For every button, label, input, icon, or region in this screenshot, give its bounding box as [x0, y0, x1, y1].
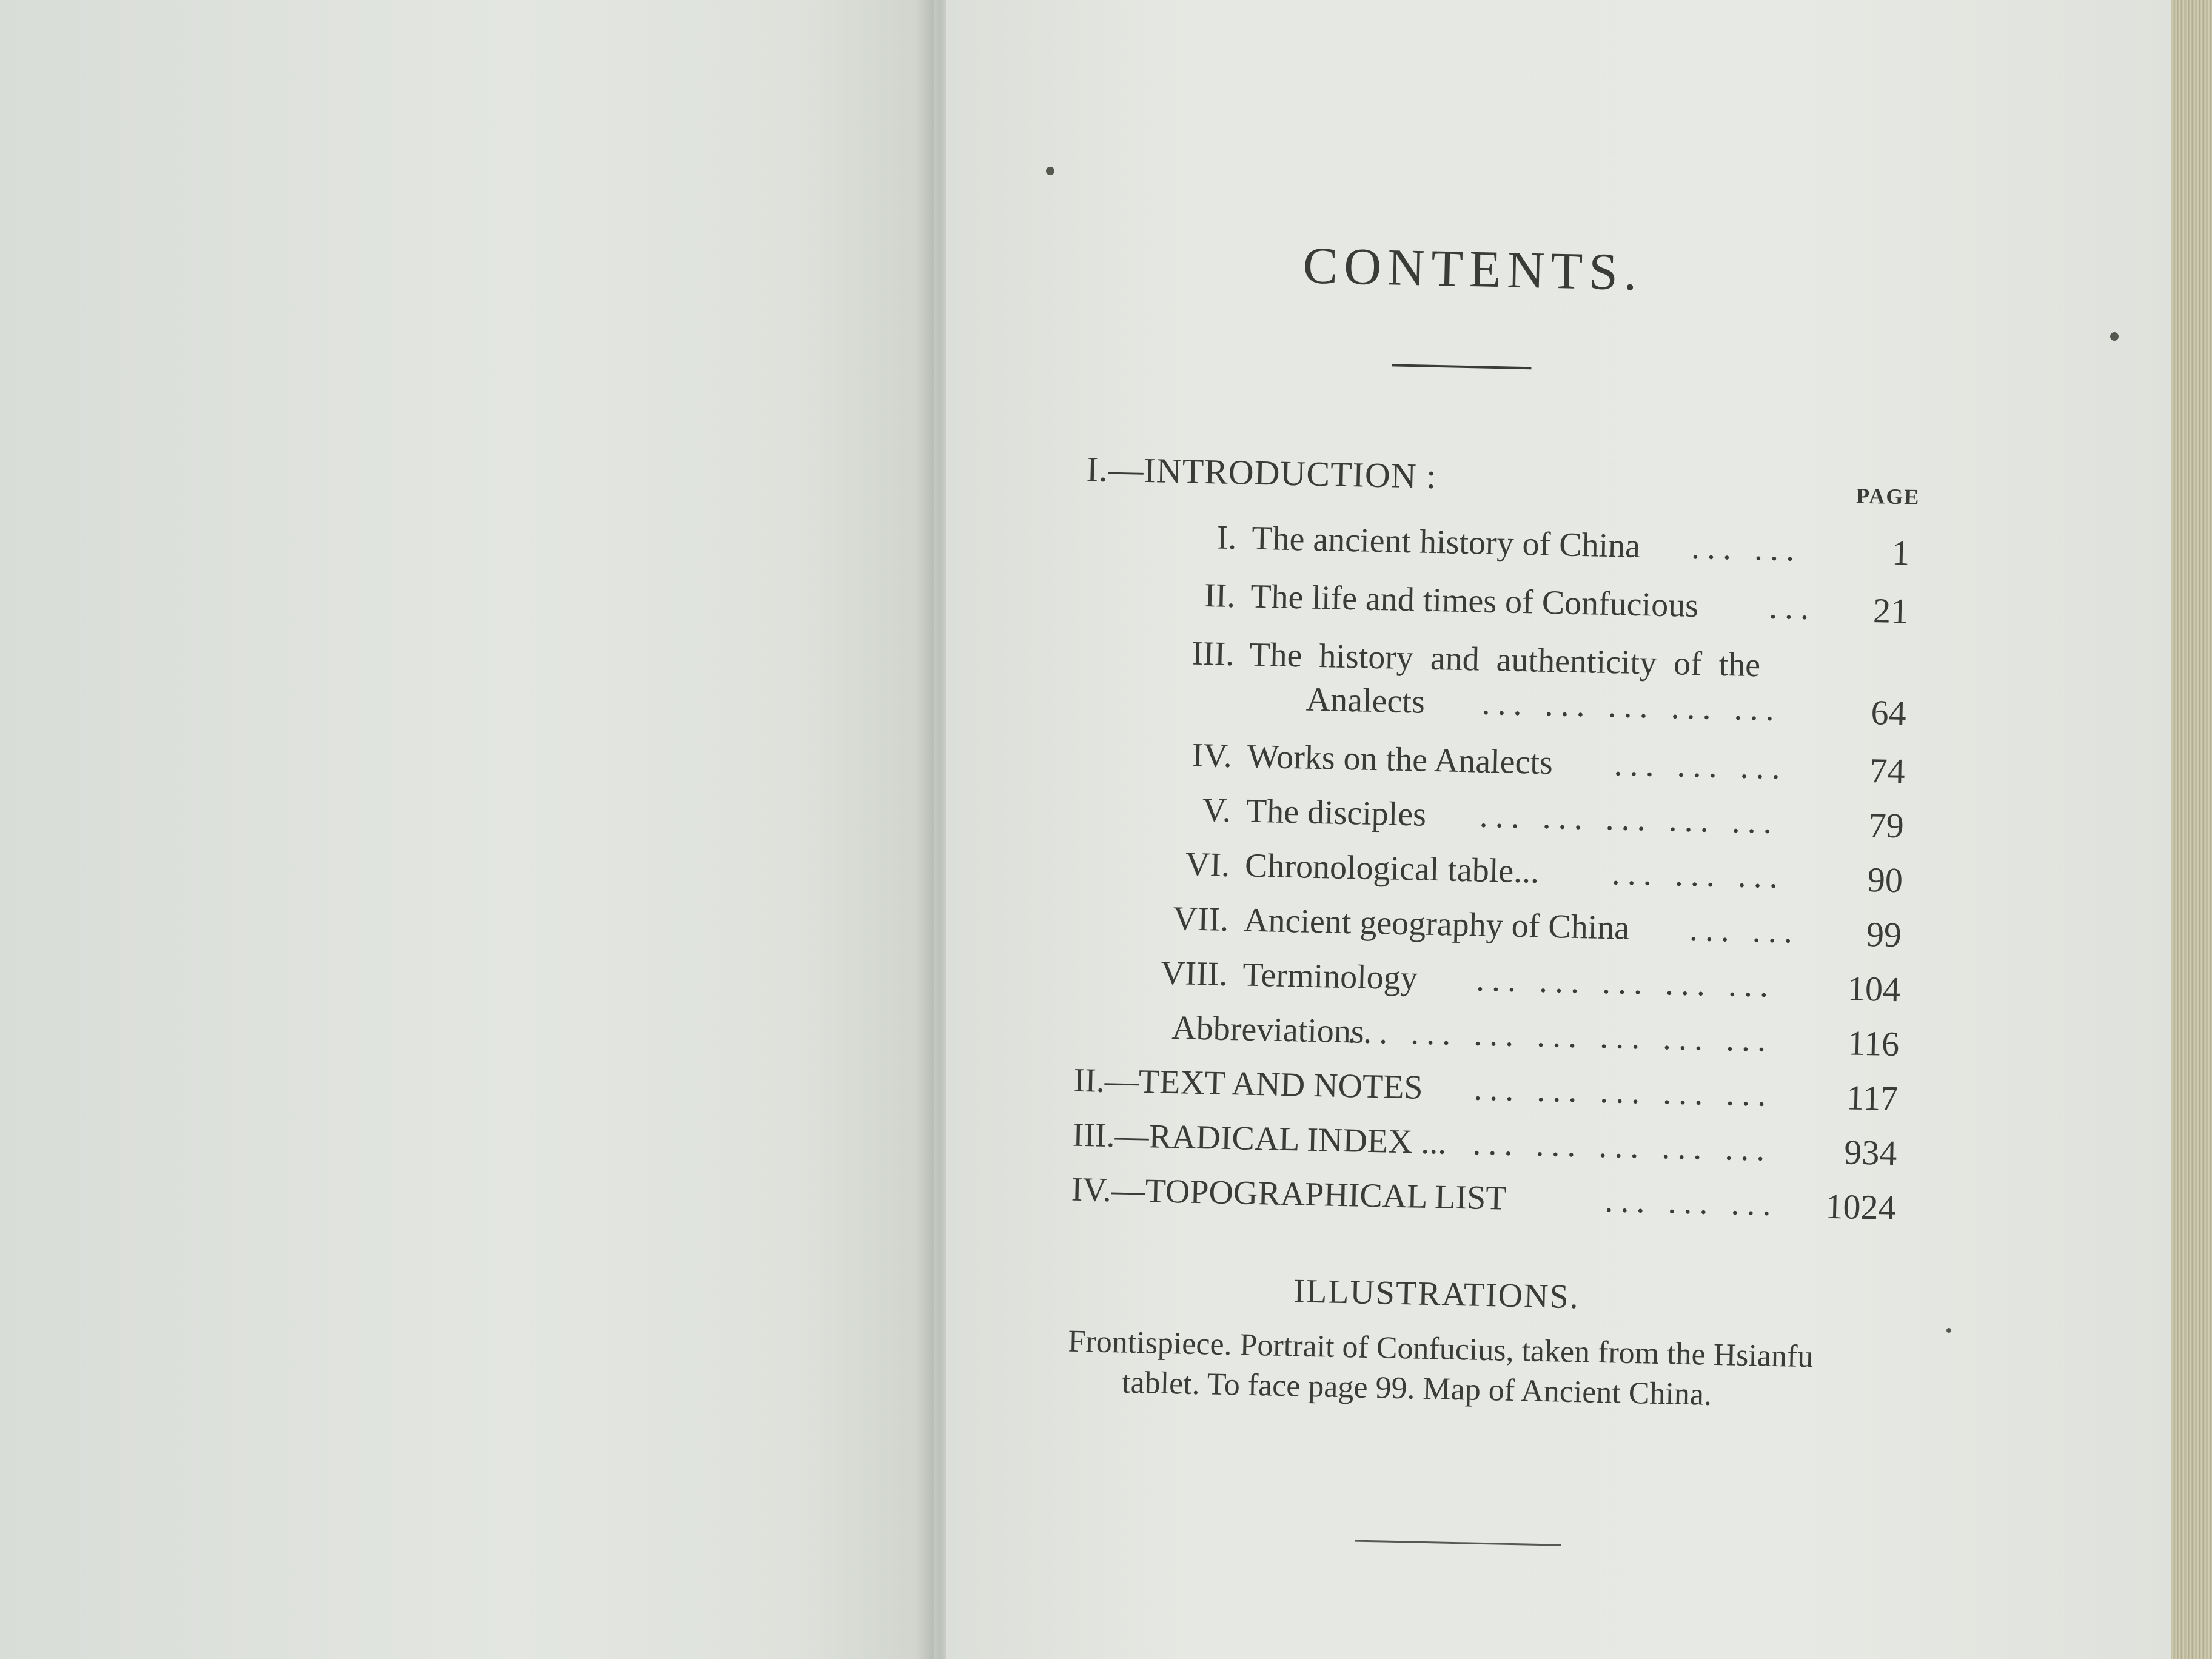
entry-label: Analects	[1305, 680, 1426, 721]
entry-page: 934	[1843, 1132, 1898, 1173]
entry-label: The history and authenticity of the	[1248, 635, 1761, 685]
entry-leader-dots: ... ... ...	[1611, 854, 1786, 896]
illustrations-heading: ILLUSTRATIONS.	[1293, 1272, 1580, 1316]
left-blank-page	[0, 0, 934, 1659]
entry-leader-dots: ... ... ...	[1614, 745, 1788, 787]
entry-page: 1024	[1825, 1186, 1897, 1228]
entry-page: 74	[1869, 751, 1906, 791]
entry-page: 104	[1847, 968, 1901, 1010]
entry-leader-dots: ... ... ... ... ...	[1479, 797, 1780, 841]
illustrations-line: Frontispiece. Portrait of Confucius, taken from the Hsianfu	[1068, 1324, 1814, 1375]
entry-label: Chronological table...	[1244, 846, 1540, 891]
page-column-header: PAGE	[1855, 483, 1920, 509]
entry-page: 99	[1866, 914, 1902, 955]
entry-label: The ancient history of China	[1251, 519, 1641, 566]
paper-speck	[1946, 1328, 1951, 1333]
entry-page: 21	[1872, 591, 1909, 631]
entry-number: I.	[1216, 518, 1238, 557]
entry-label: IV.—TOPOGRAPHICAL LIST	[1071, 1170, 1507, 1218]
entry-label: III.—RADICAL INDEX ...	[1072, 1116, 1447, 1162]
entry-leader-dots: ... ...	[1691, 528, 1802, 569]
entry-label: Terminology	[1242, 956, 1418, 997]
page-title: CONTENTS.	[1302, 236, 1644, 302]
entry-number: III.	[1191, 634, 1235, 674]
entry-label: The disciples	[1245, 792, 1427, 834]
entry-number: IV.	[1191, 736, 1233, 776]
entry-number: VII.	[1172, 900, 1229, 939]
entry-leader-dots: ... ... ... ... ...	[1481, 684, 1782, 728]
entry-number: II.	[1204, 577, 1236, 615]
entry-page: 90	[1867, 860, 1903, 900]
paper-speck	[2110, 332, 2119, 341]
page-edges	[2171, 0, 2212, 1659]
illustrations-line: tablet. To face page 99. Map of Ancient China.	[1121, 1365, 1712, 1412]
entry-leader-dots: ... ... ...	[1604, 1182, 1779, 1224]
entry-leader-dots: ... ... ... ... ...	[1475, 960, 1776, 1005]
section-introduction: I.—INTRODUCTION :	[1086, 449, 1437, 497]
entry-label: Works on the Analects	[1247, 737, 1553, 782]
entry-leader-dots: ...	[1768, 588, 1817, 628]
entry-label: Abbreviations	[1171, 1009, 1365, 1051]
entry-leader-dots: ... ... ... ... ... ... ...	[1347, 1013, 1774, 1059]
entry-page: 1	[1891, 532, 1910, 573]
entry-page: 117	[1846, 1078, 1899, 1119]
entry-page: 64	[1870, 692, 1907, 733]
entry-label: Ancient geography of China	[1243, 901, 1630, 947]
entry-page: 116	[1847, 1023, 1900, 1064]
paper-speck	[1046, 167, 1054, 175]
entry-number: VI.	[1185, 845, 1230, 885]
entry-label: II.—TEXT AND NOTES	[1073, 1061, 1424, 1107]
entry-leader-dots: ... ... ... ... ...	[1473, 1070, 1774, 1114]
entry-label: The life and times of Confucious	[1250, 577, 1699, 625]
entry-number: VIII.	[1160, 954, 1228, 993]
entry-number: V.	[1202, 791, 1232, 830]
entry-page: 79	[1868, 805, 1905, 846]
entry-leader-dots: ... ...	[1689, 910, 1800, 951]
entry-leader-dots: ... ... ... ... ...	[1472, 1124, 1773, 1168]
